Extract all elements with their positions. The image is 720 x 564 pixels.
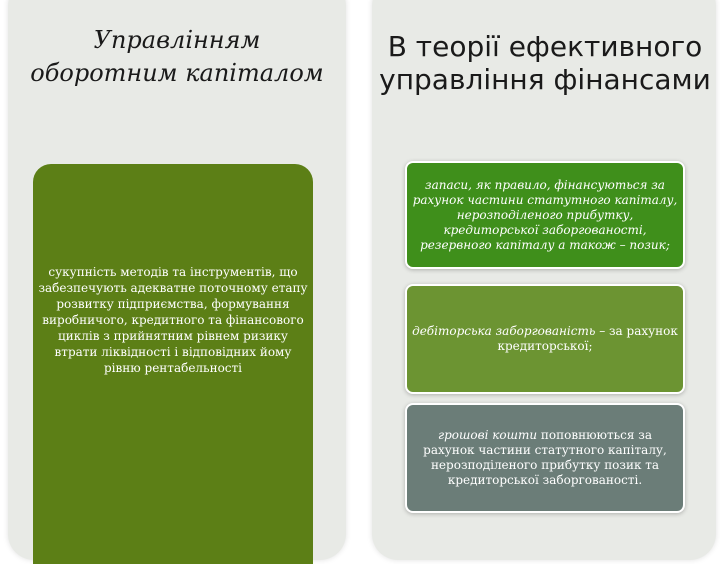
inventory-text: запаси, як правило, фінансуються за рахунок частини статутного капіталу, нерозподіленого прибутку, кредиторської заборгованості, резервного капіталу а також – позик; xyxy=(412,177,678,252)
cash-rest: поповнюються за рахунок частини статутного капіталу, нерозподіленого прибутку позик та кредиторської заборгованості. xyxy=(423,428,667,487)
receivables-term: дебіторська заборгованість xyxy=(412,324,596,338)
cash-box xyxy=(405,403,685,513)
definition-text: сукупність методів та інструментів, що забезпечують адекватне поточному етапу розвитку підприємства, формування виробничого, кредитного та фінансового циклів з прийнятним рівнем ризику втрати ліквідності і відповідних йому рівню рентабельності xyxy=(38,265,308,375)
receivables-text xyxy=(411,324,679,354)
left-heading: Управлінням оборотним капіталом xyxy=(30,26,324,87)
right-heading: В теорії ефективного управління фінансами xyxy=(379,30,711,96)
receivables-box xyxy=(405,284,685,394)
working-capital-definition-box xyxy=(33,164,313,564)
cash-term: грошові кошти xyxy=(438,428,538,442)
receivables-rest: – за рахунок кредиторської; xyxy=(497,324,678,353)
inventory-financing-box xyxy=(405,161,685,269)
cash-text xyxy=(411,428,679,488)
